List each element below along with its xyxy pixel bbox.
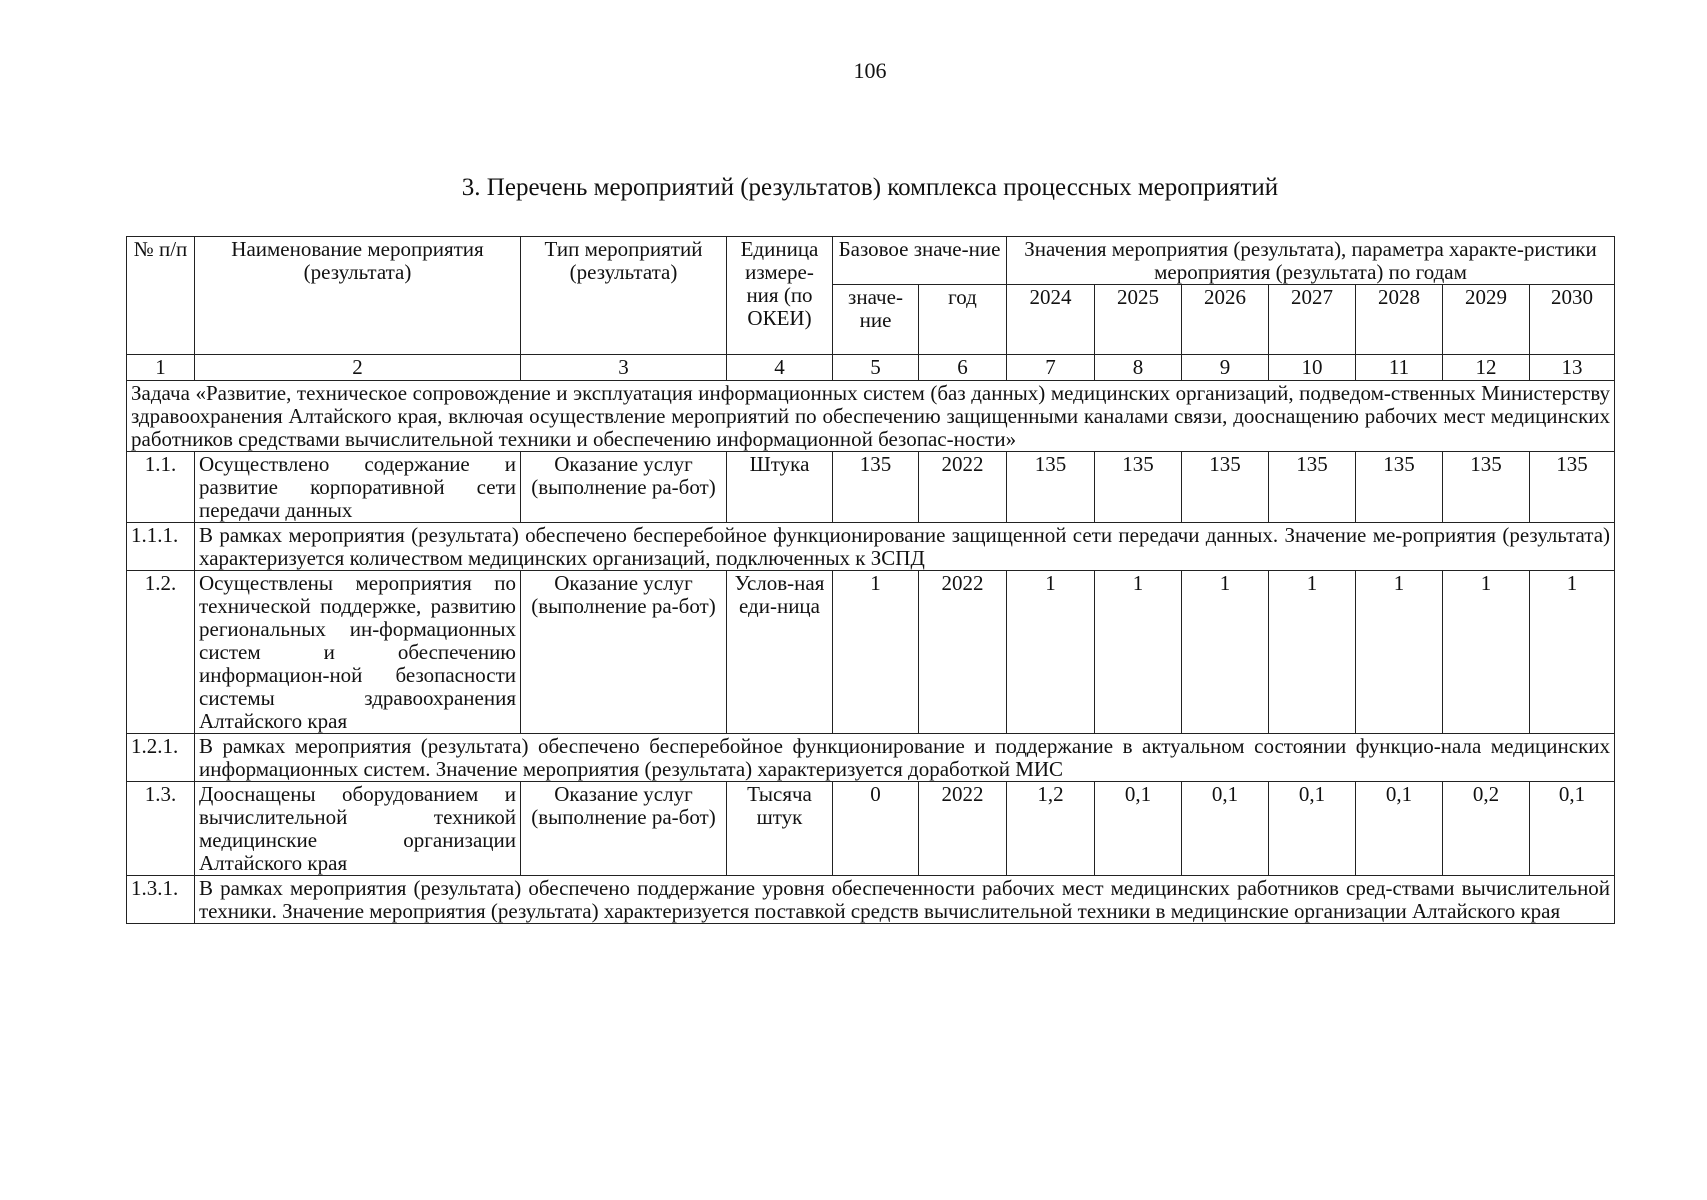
- row-value: 135: [1356, 452, 1443, 523]
- header-name: Наименование мероприятия (результата): [195, 237, 521, 355]
- row-value: 1: [1530, 571, 1615, 734]
- column-number: 3: [521, 355, 727, 381]
- row-base-value: 135: [833, 452, 919, 523]
- row-value: 0,1: [1530, 782, 1615, 876]
- document-title: 3. Перечень мероприятий (результатов) комплекса процессных мероприятий: [461, 174, 1279, 201]
- header-year: 2028: [1356, 285, 1443, 355]
- row-value: 135: [1007, 452, 1095, 523]
- header-type: Тип мероприятий (результата): [521, 237, 727, 355]
- row-value: 135: [1269, 452, 1356, 523]
- row-value: 1: [1095, 571, 1182, 734]
- desc-text: В рамках мероприятия (результата) обеспечено бесперебойное функционирование и поддержание в актуальном состоянии функцио-нала медицинских информационных систем. Значение мероприятия (результата) характеризуется доработкой МИС: [195, 734, 1615, 782]
- header-year: 2029: [1443, 285, 1530, 355]
- desc-num: 1.3.1.: [127, 876, 195, 924]
- column-number: 1: [127, 355, 195, 381]
- row-value: 0,1: [1356, 782, 1443, 876]
- description-row: [127, 523, 1615, 571]
- row-type: Оказание услуг (выполнение ра-бот): [521, 571, 727, 734]
- header-year: 2026: [1182, 285, 1269, 355]
- column-number: 12: [1443, 355, 1530, 381]
- row-value: 1: [1269, 571, 1356, 734]
- row-unit: Услов-ная еди-ница: [727, 571, 833, 734]
- table-row: [127, 452, 1615, 523]
- column-number: 4: [727, 355, 833, 381]
- header-year: 2025: [1095, 285, 1182, 355]
- header-base-year: год: [919, 285, 1007, 355]
- row-unit: Тысяча штук: [727, 782, 833, 876]
- column-number: 10: [1269, 355, 1356, 381]
- column-number: 6: [919, 355, 1007, 381]
- table-row: [127, 571, 1615, 734]
- column-number: 2: [195, 355, 521, 381]
- row-base-year: 2022: [919, 571, 1007, 734]
- row-base-year: 2022: [919, 782, 1007, 876]
- header-unit: Единица измере-ния (по ОКЕИ): [727, 237, 833, 355]
- header-values: Значения мероприятия (результата), параметра характе-ристики мероприятия (результата) по годам: [1007, 237, 1615, 285]
- row-value: 1: [1443, 571, 1530, 734]
- row-name: Дооснащены оборудованием и вычислительной техникой медицинские организации Алтайского края: [195, 782, 521, 876]
- column-number: 5: [833, 355, 919, 381]
- task-text: Задача «Развитие, техническое сопровождение и эксплуатация информационных систем (баз данных) медицинских организаций, подведом-ственных Министерству здравоохранения Алтайского края, включая осуществление мероприятий по обеспечению защищенными каналами связи, дооснащению рабочих мест медицинских работников средствами вычислительной техники и обеспечению информационной безопас-ности»: [127, 381, 1615, 452]
- row-base-value: 1: [833, 571, 919, 734]
- row-num: 1.1.: [127, 452, 195, 523]
- row-value: 135: [1182, 452, 1269, 523]
- desc-text: В рамках мероприятия (результата) обеспечено поддержание уровня обеспеченности рабочих мест медицинских работников сред-ствами вычислительной техники. Значение мероприятия (результата) характеризуется поставкой средств вычислительной техники в медицинские организации Алтайского края: [195, 876, 1615, 924]
- desc-num: 1.2.1.: [127, 734, 195, 782]
- table-header-row: [127, 237, 1615, 285]
- row-value: 135: [1443, 452, 1530, 523]
- header-num: № п/п: [127, 237, 195, 355]
- column-number: 8: [1095, 355, 1182, 381]
- column-number: 9: [1182, 355, 1269, 381]
- table-row: [127, 782, 1615, 876]
- column-number: 7: [1007, 355, 1095, 381]
- row-value: 135: [1530, 452, 1615, 523]
- row-unit: Штука: [727, 452, 833, 523]
- header-base-value: значе-ние: [833, 285, 919, 355]
- task-row: [127, 381, 1615, 452]
- column-number: 13: [1530, 355, 1615, 381]
- header-year: 2030: [1530, 285, 1615, 355]
- description-row: [127, 734, 1615, 782]
- row-num: 1.3.: [127, 782, 195, 876]
- column-number: 11: [1356, 355, 1443, 381]
- header-year: 2027: [1269, 285, 1356, 355]
- row-value: 1: [1356, 571, 1443, 734]
- header-base: Базовое значе-ние: [833, 237, 1007, 285]
- row-value: 1,2: [1007, 782, 1095, 876]
- desc-num: 1.1.1.: [127, 523, 195, 571]
- row-type: Оказание услуг (выполнение ра-бот): [521, 452, 727, 523]
- row-value: 1: [1182, 571, 1269, 734]
- row-value: 0,1: [1182, 782, 1269, 876]
- desc-text: В рамках мероприятия (результата) обеспечено бесперебойное функционирование защищенной сети передачи данных. Значение ме-роприятия (результата) характеризуется количеством медицинских организаций, подключенных к ЗСПД: [195, 523, 1615, 571]
- row-value: 0,1: [1269, 782, 1356, 876]
- row-base-year: 2022: [919, 452, 1007, 523]
- row-value: 135: [1095, 452, 1182, 523]
- page-number: 106: [853, 58, 887, 83]
- measures-table: [126, 236, 1615, 924]
- row-value: 1: [1007, 571, 1095, 734]
- row-value: 0,2: [1443, 782, 1530, 876]
- column-number-row: [127, 355, 1615, 381]
- row-num: 1.2.: [127, 571, 195, 734]
- header-year: 2024: [1007, 285, 1095, 355]
- row-name: Осуществлены мероприятия по технической поддержке, развитию региональных ин-формационных систем и обеспечению информацион-ной безопасности системы здравоохранения Алтайского края: [195, 571, 521, 734]
- row-name: Осуществлено содержание и развитие корпоративной сети передачи данных: [195, 452, 521, 523]
- row-value: 0,1: [1095, 782, 1182, 876]
- row-base-value: 0: [833, 782, 919, 876]
- row-type: Оказание услуг (выполнение ра-бот): [521, 782, 727, 876]
- description-row: [127, 876, 1615, 924]
